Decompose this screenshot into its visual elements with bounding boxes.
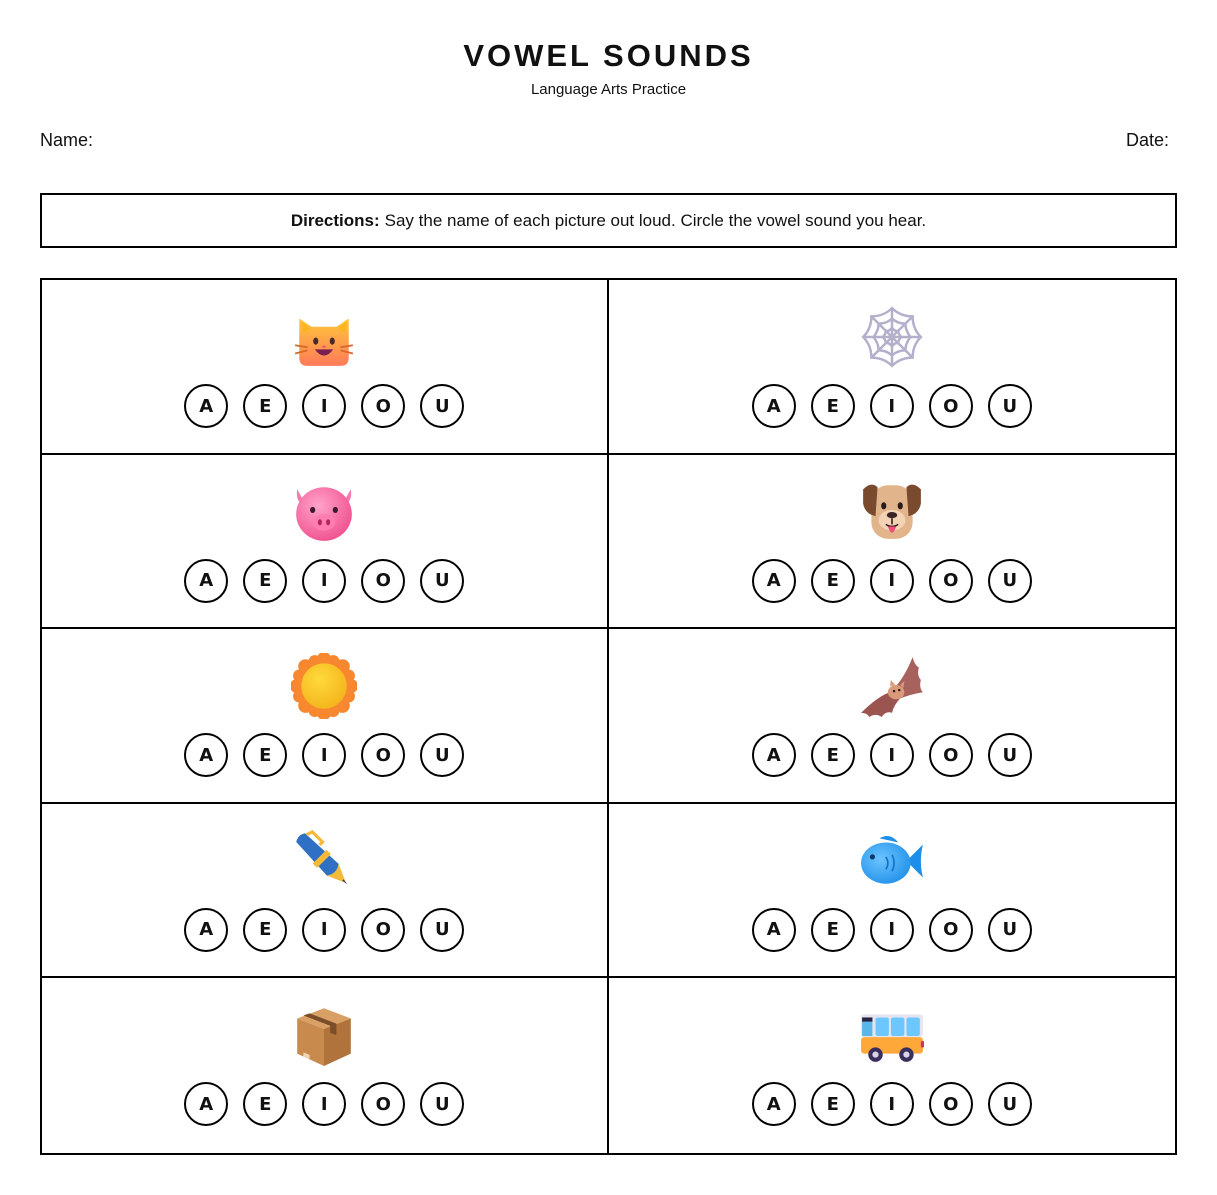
pig-icon: [289, 477, 359, 547]
vowel-choice-i[interactable]: I: [302, 1082, 346, 1126]
vowel-choice-o[interactable]: O: [361, 384, 405, 428]
worksheet-item: [609, 804, 1176, 979]
page-title: VOWEL SOUNDS: [463, 38, 754, 73]
vowel-choice-a[interactable]: A: [752, 1082, 796, 1126]
vowel-choice-o[interactable]: O: [361, 559, 405, 603]
vowel-choice-o[interactable]: O: [361, 733, 405, 777]
vowel-choice-u[interactable]: U: [988, 1082, 1032, 1126]
vowel-choice-i[interactable]: I: [302, 559, 346, 603]
vowel-choice-e[interactable]: E: [243, 559, 287, 603]
vowel-choice-e[interactable]: E: [243, 1082, 287, 1126]
worksheet-item: [42, 978, 609, 1153]
vowel-choices: [184, 1082, 464, 1126]
vowel-choice-e[interactable]: E: [811, 908, 855, 952]
vowel-choice-i[interactable]: I: [870, 559, 914, 603]
vowel-choice-o[interactable]: O: [929, 733, 973, 777]
vowel-choice-u[interactable]: U: [988, 384, 1032, 428]
vowel-choices: [752, 733, 1032, 777]
vowel-choice-u[interactable]: U: [420, 733, 464, 777]
fish-icon: [857, 826, 927, 896]
vowel-choices: [752, 1082, 1032, 1126]
directions-box: [40, 193, 1177, 248]
vowel-choice-a[interactable]: A: [752, 733, 796, 777]
vowel-choice-e[interactable]: E: [811, 733, 855, 777]
worksheet-grid: [40, 278, 1177, 1155]
vowel-choice-o[interactable]: O: [929, 384, 973, 428]
vowel-choices: [752, 908, 1032, 952]
cat-icon: [289, 302, 359, 372]
spider-web-icon: [857, 302, 927, 372]
vowel-choice-u[interactable]: U: [988, 908, 1032, 952]
worksheet-item: [609, 280, 1176, 455]
dog-icon: [857, 477, 927, 547]
date-label: Date:: [1126, 130, 1170, 150]
bus-icon: [857, 1000, 927, 1070]
vowel-choice-i[interactable]: I: [870, 908, 914, 952]
vowel-choice-i[interactable]: I: [870, 733, 914, 777]
vowel-choice-e[interactable]: E: [243, 384, 287, 428]
vowel-choice-o[interactable]: O: [361, 1082, 405, 1126]
vowel-choices: [752, 384, 1032, 428]
worksheet-item: [609, 978, 1176, 1153]
bat-icon: [857, 651, 927, 721]
vowel-choice-i[interactable]: I: [302, 733, 346, 777]
vowel-choices: [184, 384, 464, 428]
vowel-choice-u[interactable]: U: [988, 559, 1032, 603]
vowel-choice-u[interactable]: U: [420, 559, 464, 603]
vowel-choice-a[interactable]: A: [752, 384, 796, 428]
vowel-choices: [184, 733, 464, 777]
worksheet-item: [609, 455, 1176, 630]
vowel-choice-i[interactable]: I: [302, 384, 346, 428]
vowel-choice-o[interactable]: O: [929, 559, 973, 603]
vowel-choice-a[interactable]: A: [184, 1082, 228, 1126]
directions-label: Directions:: [290, 210, 380, 230]
pen-icon: [289, 826, 359, 896]
vowel-choice-u[interactable]: U: [420, 1082, 464, 1126]
vowel-choice-e[interactable]: E: [811, 384, 855, 428]
worksheet-item: [42, 629, 609, 804]
vowel-choice-a[interactable]: A: [184, 733, 228, 777]
vowel-choices: [184, 559, 464, 603]
vowel-choice-o[interactable]: O: [929, 1082, 973, 1126]
directions-text: Say the name of each picture out loud. Circle the vowel sound you hear.: [384, 210, 927, 230]
vowel-choices: [184, 908, 464, 952]
box-icon: [289, 1000, 359, 1070]
vowel-choice-u[interactable]: U: [420, 384, 464, 428]
page-subtitle: Language Arts Practice: [530, 81, 687, 98]
vowel-choice-i[interactable]: I: [870, 1082, 914, 1126]
vowel-choice-o[interactable]: O: [929, 908, 973, 952]
vowel-choice-o[interactable]: O: [361, 908, 405, 952]
vowel-choice-i[interactable]: I: [302, 908, 346, 952]
vowel-choice-e[interactable]: E: [243, 733, 287, 777]
worksheet-item: [42, 455, 609, 630]
name-field[interactable]: [40, 130, 93, 151]
vowel-choice-a[interactable]: A: [752, 559, 796, 603]
vowel-choices: [752, 559, 1032, 603]
worksheet-item: [42, 280, 609, 455]
vowel-choice-i[interactable]: I: [870, 384, 914, 428]
worksheet-item: [42, 804, 609, 979]
vowel-choice-a[interactable]: A: [184, 559, 228, 603]
vowel-choice-e[interactable]: E: [811, 559, 855, 603]
name-label: Name:: [40, 130, 94, 150]
vowel-choice-u[interactable]: U: [420, 908, 464, 952]
vowel-choice-a[interactable]: A: [752, 908, 796, 952]
vowel-choice-a[interactable]: A: [184, 908, 228, 952]
vowel-choice-u[interactable]: U: [988, 733, 1032, 777]
sun-icon: [289, 651, 359, 721]
date-field[interactable]: [1126, 130, 1169, 151]
vowel-choice-e[interactable]: E: [243, 908, 287, 952]
vowel-choice-a[interactable]: A: [184, 384, 228, 428]
vowel-choice-e[interactable]: E: [811, 1082, 855, 1126]
worksheet-item: [609, 629, 1176, 804]
